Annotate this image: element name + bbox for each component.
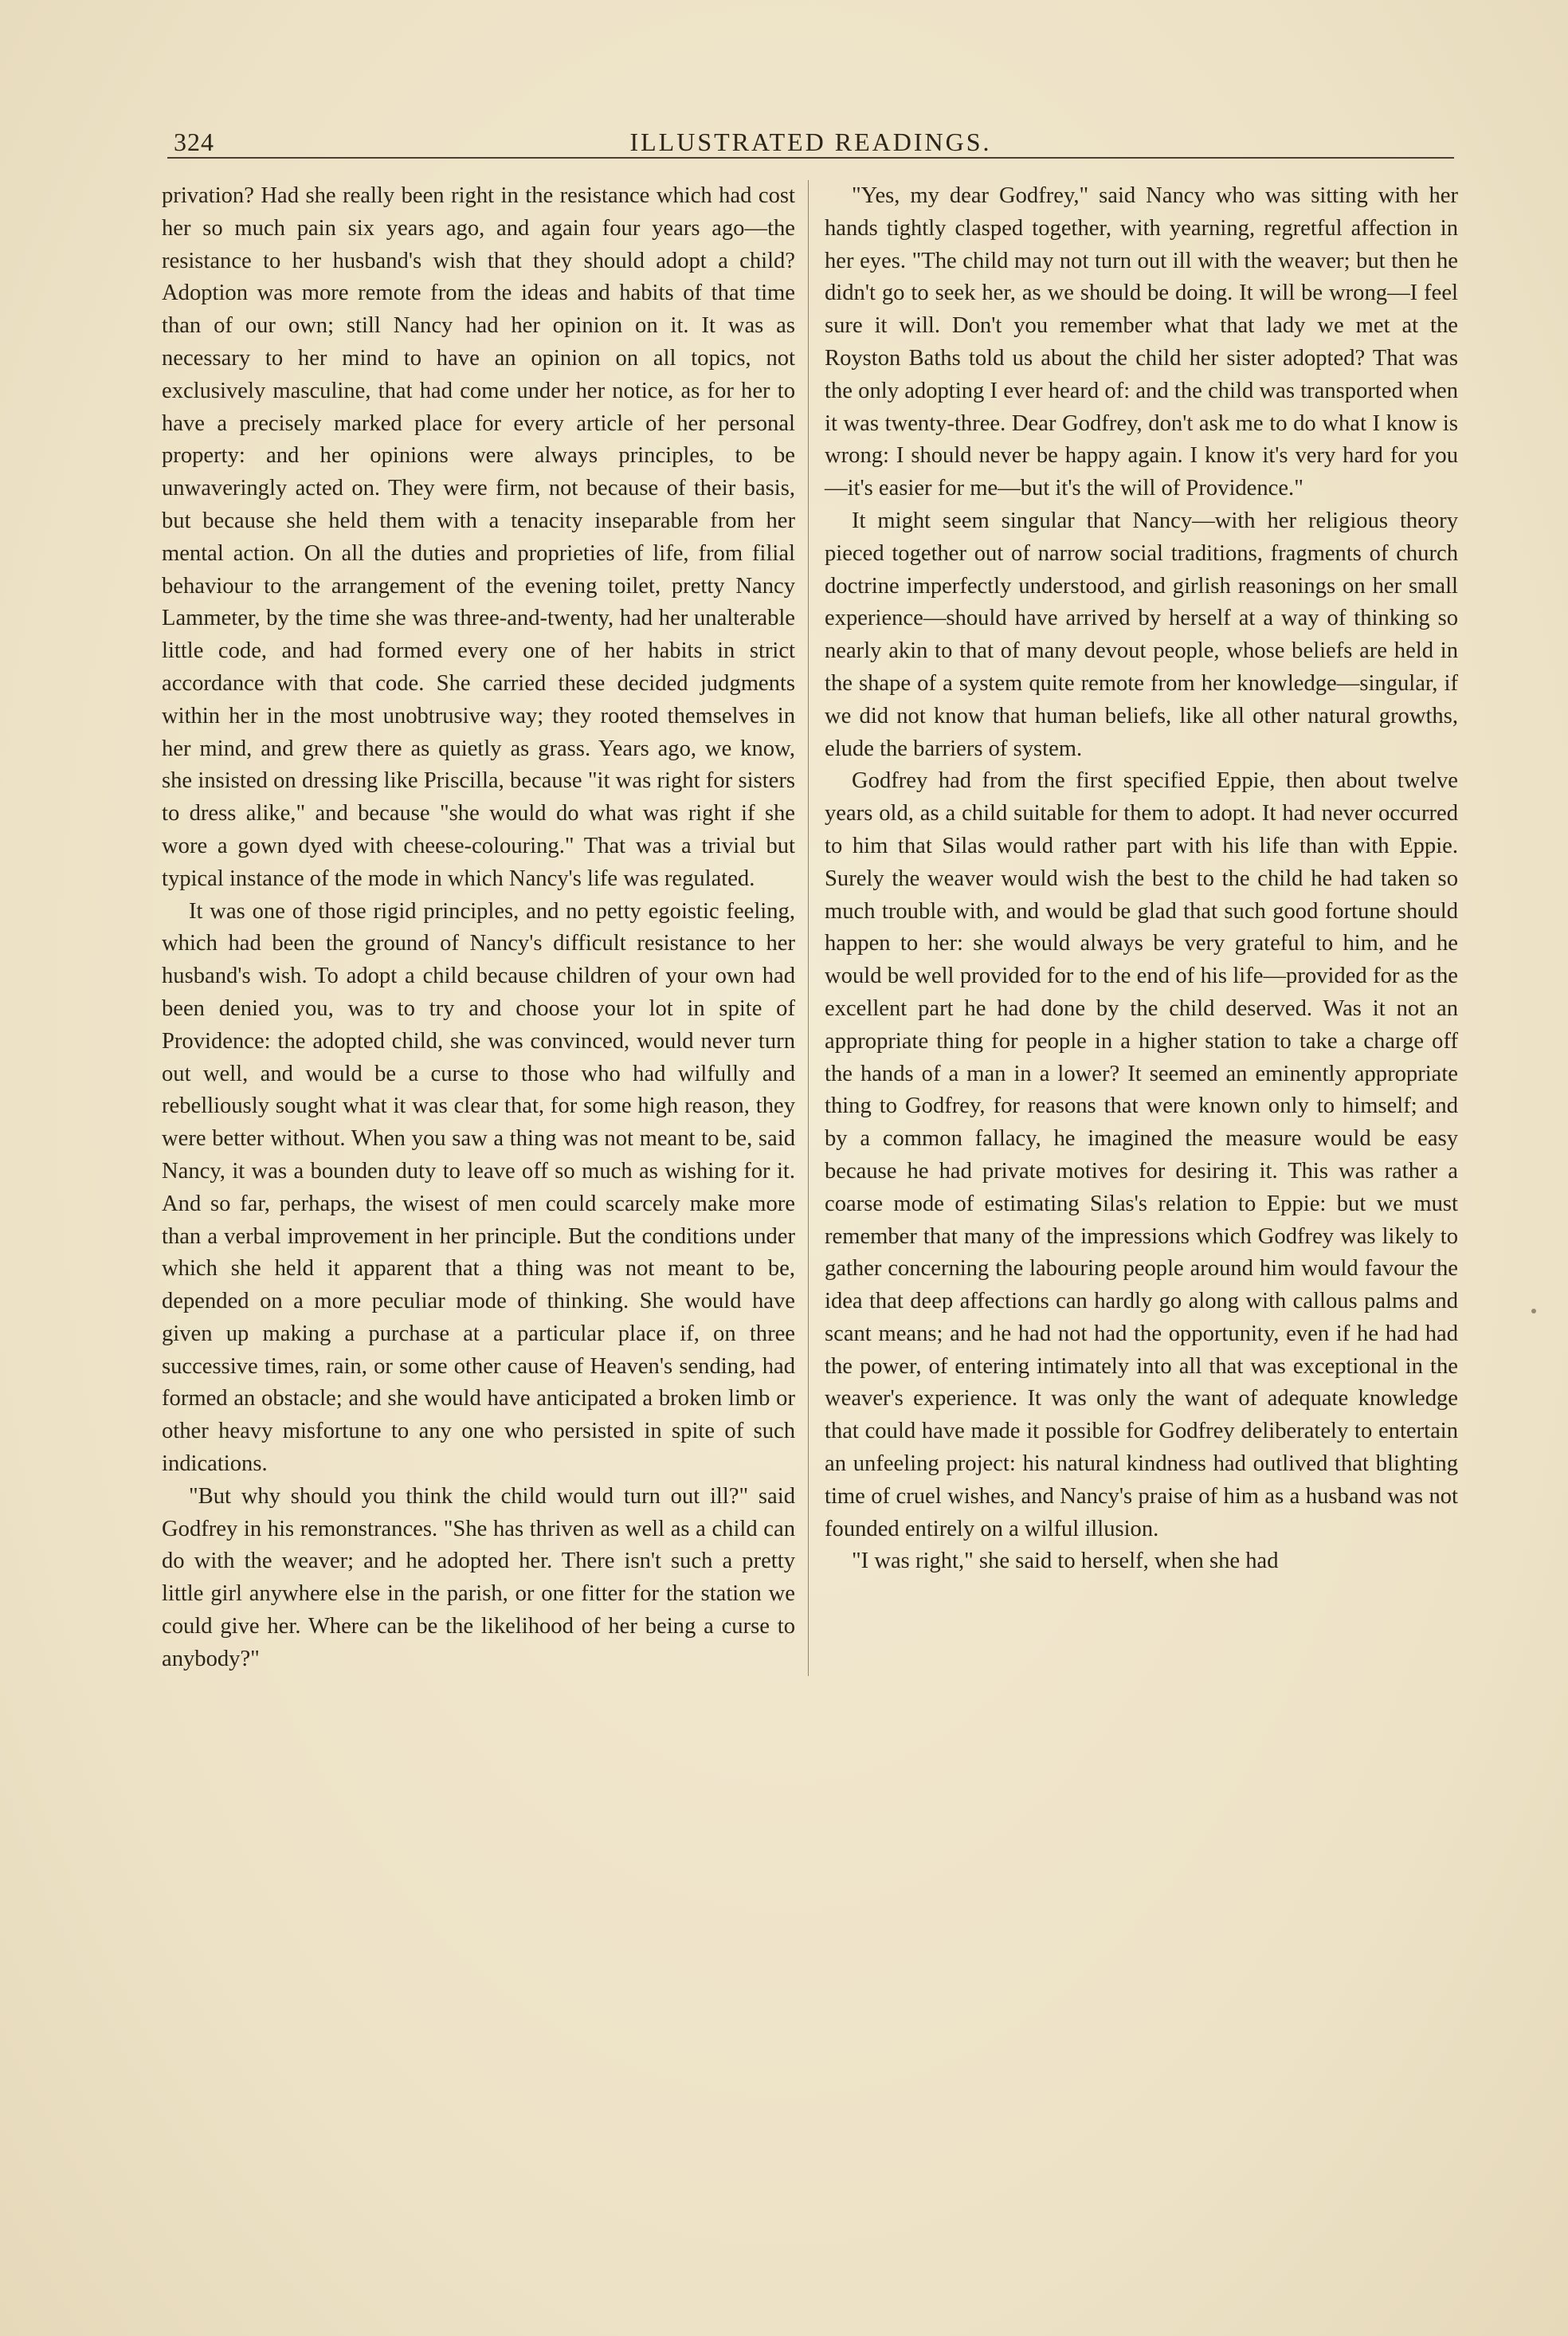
paragraph: privation? Had she really been right in the resistance which had cost her so much pain six years ago, and again four years ago—the resistance to her husband's wish that they should adopt a child? Adoption was more remote from the ideas and habits of that time than of our own; still Nancy had her opinion on it. It was as necessary to her mind to have an opinion on all topics, not exclusively masculine, that had come under her notice, as for her to have a precisely marked place for every article of her personal property: and her opinions were always principles, to be unwaveringly acted on. They were firm, not because of their basis, but because she held them with a tenacity inseparable from her mental action. On all the duties and proprieties of life, from filial behaviour to the arrangement of the evening toilet, pretty Nancy Lammeter, by the time she was three-and-twenty, had her unalterable little code, and had formed every one of her habits in strict accordance with that code. She carried these decided judgments within her in the most unobtrusive way; they rooted themselves in her mind, and grew there as quietly as grass. Years ago, we know, she insisted on dressing like Priscilla, because "it was right for sisters to dress alike," and because "she would do what was right if she wore a gown dyed with cheese-colouring." That was a trivial but typical instance of the mode in which Nancy's life was regulated. — [162, 183, 795, 891]
running-head — [167, 128, 1454, 159]
left-column — [162, 180, 795, 1676]
paragraph: It might seem singular that Nancy—with her religious theory pieced together out of narrow social traditions, fragments of church doctrine imperfectly understood, and girlish reasonings on her small experience—should have arrived by herself at a way of thinking so nearly akin to that of many devout people, whose beliefs are held in the shape of a system quite remote from her knowledge—singular, if we did not know that human beliefs, like all other natural growths, elude the barriers of system. — [825, 508, 1458, 761]
paper-speck — [1531, 1309, 1536, 1313]
header-rule — [167, 157, 1454, 159]
paragraph: Godfrey had from the first specified Eppie, then about twelve years old, as a child suitable for them to adopt. It had never occurred to him that Silas would rather part with his life than with Eppie. Surely the weaver would wish the best to the child he had taken so much trouble with, and would be glad that such good fortune should happen to her: she would always be very grateful to him, and he would be well provided for to the end of his life—provided for as the excellent part he had done by the child deserved. Was it not an appropriate thing for people in a higher station to take a charge off the hands of a man in a lower? It seemed an eminently appropriate thing to Godfrey, for reasons that were known only to himself; and by a common fallacy, he imagined the measure would be easy because he had private motives for desiring it. This was rather a coarse mode of estimating Silas's relation to Eppie: but we must remember that many of the impressions which Godfrey was likely to gather concerning the labouring people around him would favour the idea that deep affections can hardly go along with callous palms and scant means; and he had not had the opportunity, even if he had had the power, of entering intimately into all that was exceptional in the weaver's experience. It was only the want of adequate knowledge that could have made it possible for Godfrey deliberately to entertain an unfeeling project: his natural kindness had outlived that blighting time of cruel wishes, and Nancy's praise of him as a husband was not founded entirely on a wilful illusion. — [825, 768, 1458, 1541]
paragraph: "Yes, my dear Godfrey," said Nancy who was sitting with her hands tightly clasped together, with yearning, regretful affection in her eyes. "The child may not turn out ill with the weaver; but then he didn't go to seek her, as we should be doing. It will be wrong—I feel sure it will. Don't you remember what that lady we met at the Royston Baths told us about the child her sister adopted? That was the only adopting I ever heard of: and the child was transported when it was twenty-three. Dear Godfrey, don't ask me to do what I know is wrong: I should never be happy again. I know it's very hard for you—it's easier for me—but it's the will of Providence." — [825, 183, 1458, 501]
paragraph: It was one of those rigid principles, and no petty egoistic feeling, which had been the ground of Nancy's difficult resistance to her husband's wish. To adopt a child because children of your own had been denied you, was to try and choose your lot in spite of Providence: the adopted child, she was convinced, would never turn out well, and would be a curse to those who had wilfully and rebelliously sought what it was clear that, for some high reason, they were better without. When you saw a thing was not meant to be, said Nancy, it was a bounden duty to leave off so much as wishing for it. And so far, perhaps, the wisest of men could scarcely make more than a verbal improvement in her principle. But the conditions under which she held it apparent that a thing was not meant to be, depended on a more peculiar mode of thinking. She would have given up making a purchase at a particular place if, on three successive times, rain, or some other cause of Heaven's sending, had formed an obstacle; and she would have anticipated a broken limb or other heavy misfortune to any one who persisted in spite of such indications. — [162, 898, 795, 1477]
paragraph: "But why should you think the child would turn out ill?" said Godfrey in his remonstrances. "She has thriven as well as a child can do with the weaver; and he adopted her. There isn't such a pretty little girl anywhere else in the parish, or one fitter for the station we could give her. Where can be the likelihood of her being a curse to anybody?" — [162, 1483, 795, 1671]
page-number: 324 — [174, 128, 214, 156]
running-title: ILLUSTRATED READINGS. — [629, 128, 992, 156]
column-divider — [808, 180, 809, 1676]
right-column — [825, 180, 1458, 1578]
paragraph: "I was right," she said to herself, when she had — [852, 1549, 1279, 1574]
